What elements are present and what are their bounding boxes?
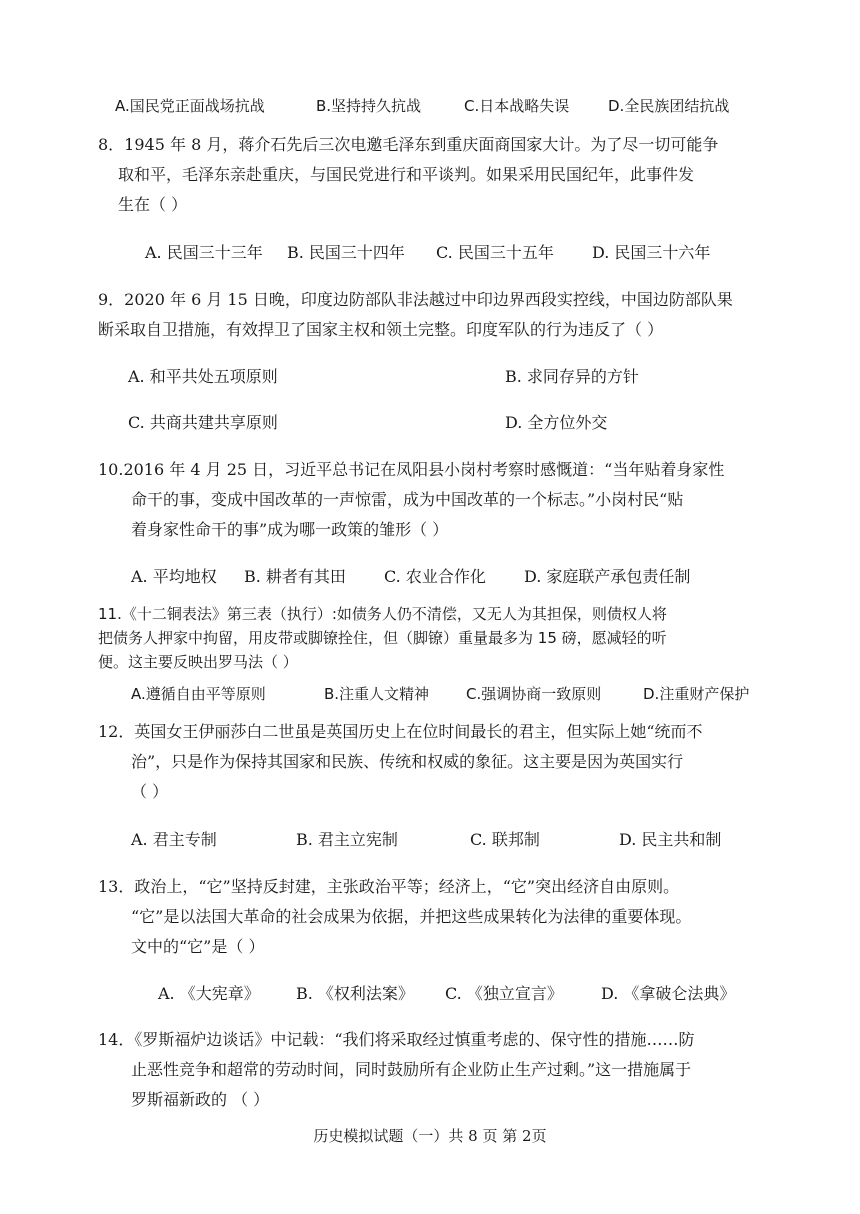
q10-line-3: 着身家性命干的事”成为哪一政策的雏形（ ） <box>131 520 449 539</box>
q7-option-d: D.全民族团结抗战 <box>608 97 730 115</box>
q11-line-2: 把债务人押家中拘留，用皮带或脚镣拴住，但（脚镣）重量最多为 15 磅，愿减轻的听 <box>98 629 667 647</box>
page-footer: 历史模拟试题（一）共 8 页 第 2页 <box>313 1127 547 1145</box>
q12-option-d: D. 民主共和制 <box>619 830 722 849</box>
q9-option-c: C. 共商共建共享原则 <box>128 413 278 432</box>
q8-option-b: B. 民国三十四年 <box>287 243 405 262</box>
q8-option-d: D. 民国三十六年 <box>592 243 711 262</box>
q10-option-a: A. 平均地权 <box>131 567 217 586</box>
q11-option-d: D.注重财产保护 <box>643 685 750 703</box>
q11-line-3: 便。这主要反映出罗马法（ ） <box>98 653 298 671</box>
q12-option-c: C. 联邦制 <box>470 830 540 849</box>
q14-line-3: 罗斯福新政的 （ ） <box>131 1090 270 1109</box>
q13-line-3: 文中的“它”是（ ） <box>131 937 265 956</box>
q9-line-1: 9．2020 年 6 月 15 日晚，印度边防部队非法越过中印边界西段实控线，中国边防部队果 <box>98 290 733 309</box>
q12-option-a: A. 君主专制 <box>131 830 217 849</box>
q11-option-b: B.注重人文精神 <box>324 685 430 703</box>
q8-option-c: C. 民国三十五年 <box>436 243 554 262</box>
q11-option-a: A.遵循自由平等原则 <box>131 685 266 703</box>
q13-option-a: A. 《大宪章》 <box>158 984 260 1003</box>
q10-option-b: B. 耕者有其田 <box>244 567 346 586</box>
q9-line-2: 断采取自卫措施，有效捍卫了国家主权和领土完整。印度军队的行为违反了（ ） <box>98 320 664 339</box>
q10-option-c: C. 农业合作化 <box>384 567 486 586</box>
q7-option-c: C.日本战略失误 <box>464 97 570 115</box>
q8-line-3: 生在（ ） <box>118 195 188 214</box>
q7-option-b: B.坚持持久抗战 <box>316 97 422 115</box>
q10-line-2: 命干的事，变成中国改革的一声惊雷，成为中国改革的一个标志。”小岗村民“贴 <box>131 490 684 509</box>
q13-line-1: 13．政治上，“它”坚持反封建，主张政治平等；经济上，“它”突出经济自由原则。 <box>98 877 680 896</box>
q12-option-b: B. 君主立宪制 <box>296 830 398 849</box>
q10-line-1: 10.2016 年 4 月 25 日，习近平总书记在凤阳县小岗村考察时感慨道：“当年贴着身家性 <box>98 460 725 479</box>
q11-option-c: C.强调协商一致原则 <box>466 685 602 703</box>
q9-option-a: A. 和平共处五项原则 <box>128 367 278 386</box>
q13-line-2: “它”是以法国大革命的社会成果为依据，并把这些成果转化为法律的重要体现。 <box>131 907 692 926</box>
q13-option-c: C. 《独立宣言》 <box>445 984 563 1003</box>
q9-option-d: D. 全方位外交 <box>505 413 608 432</box>
q8-option-a: A. 民国三十三年 <box>145 243 263 262</box>
q9-option-b: B. 求同存异的方针 <box>505 367 639 386</box>
q13-option-b: B. 《权利法案》 <box>296 984 414 1003</box>
q8-line-2: 取和平，毛泽东亲赴重庆，与国民党进行和平谈判。如果采用民国纪年，此事件发 <box>118 165 695 184</box>
q13-option-d: D. 《拿破仑法典》 <box>601 984 736 1003</box>
q14-line-2: 止恶性竞争和超常的劳动时间，同时鼓励所有企业防止生产过剩。”这一措施属于 <box>131 1060 692 1079</box>
q12-line-2: 治”，只是作为保持其国家和民族、传统和权威的象征。这主要是因为英国实行 <box>131 752 684 771</box>
q12-line-1: 12．英国女王伊丽莎白二世虽是英国历史上在位时间最长的君主，但实际上她“统而不 <box>98 722 703 741</box>
q14-line-1: 14．《罗斯福炉边谈话》中记载：“我们将采取经过慎重考虑的、保守性的措施……防 <box>98 1030 695 1049</box>
q11-line-1: 11.《十二铜表法》第三表（执行）:如债务人仍不清偿，又无人为其担保，则债权人将 <box>98 605 667 623</box>
q10-option-d: D. 家庭联产承包责任制 <box>524 567 691 586</box>
q12-line-3: （ ） <box>131 782 169 801</box>
q8-line-1: 8．1945 年 8 月，蒋介石先后三次电邀毛泽东到重庆面商国家大计。为了尽一切可能争 <box>98 135 719 154</box>
q7-option-a: A.国民党正面战场抗战 <box>115 97 265 115</box>
